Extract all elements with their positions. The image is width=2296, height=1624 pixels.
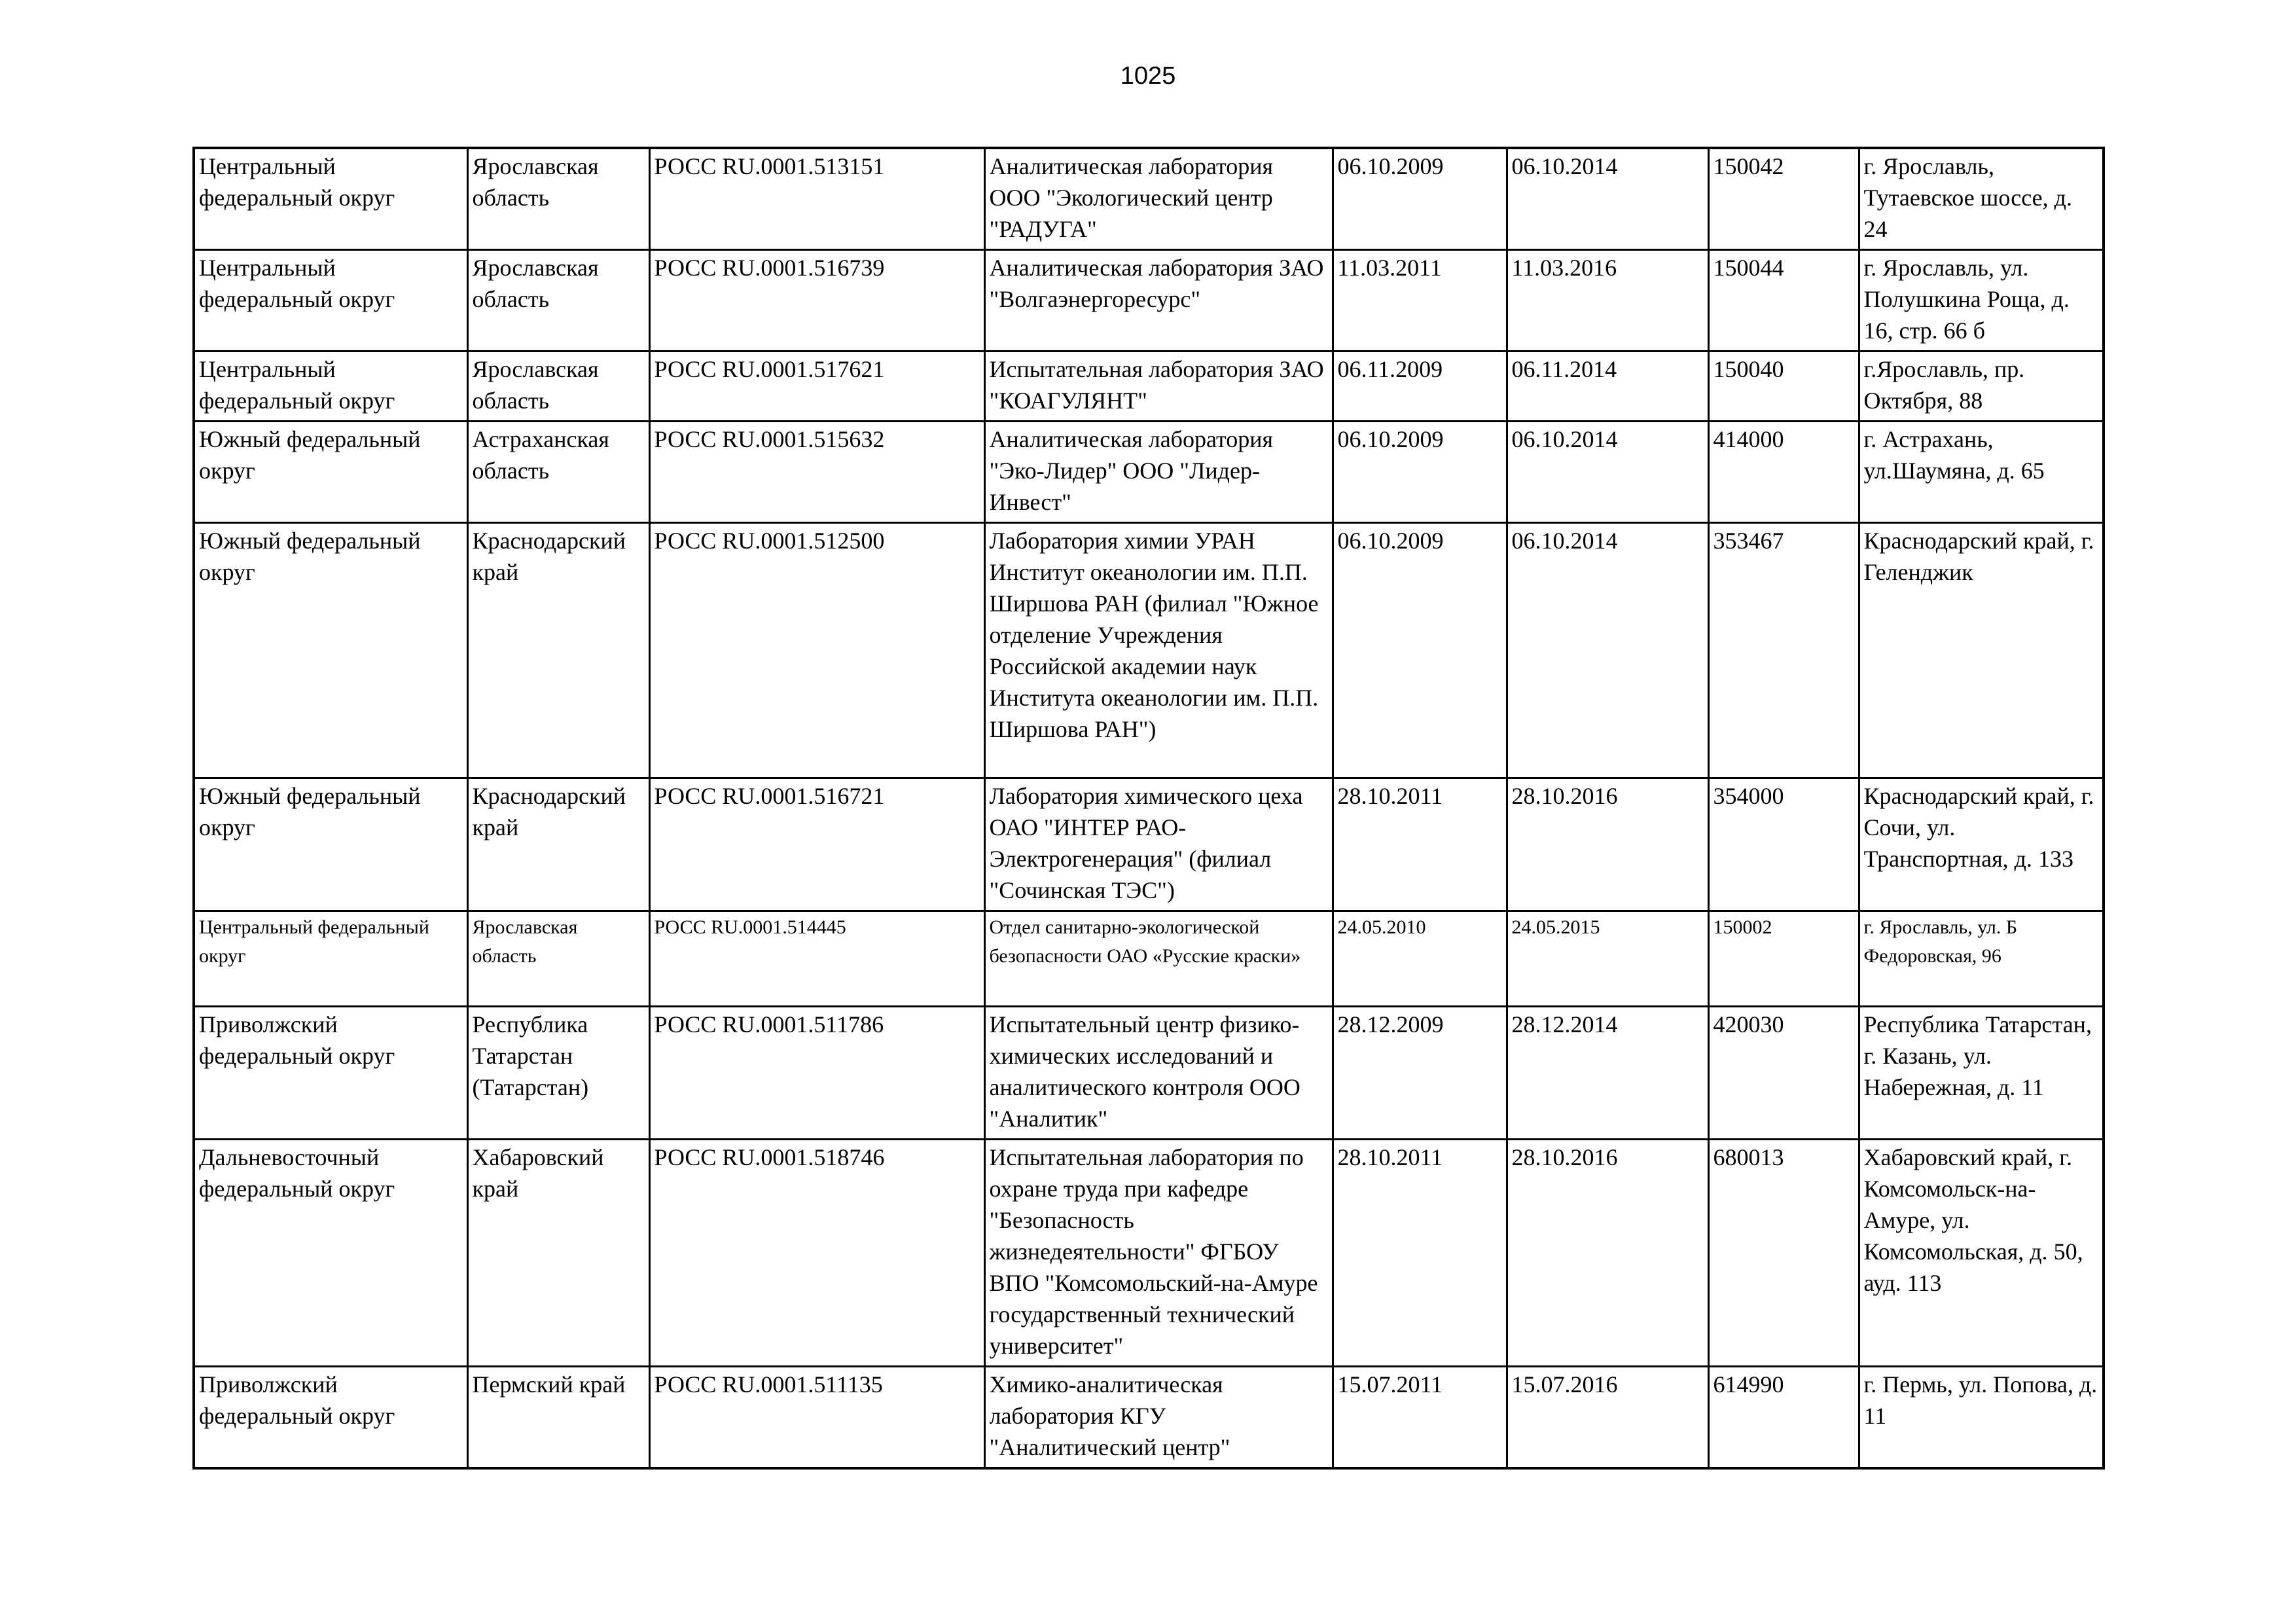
cell-lab: Химико-аналитическая лаборатория КГУ "Аналитический центр": [984, 1367, 1333, 1469]
cell-accreditation: РОСС RU.0001.512500: [649, 523, 984, 778]
cell-postcode: 150042: [1708, 148, 1859, 250]
table-row: [194, 778, 2104, 911]
table-row: [194, 422, 2104, 523]
cell-lab: Испытательная лаборатория ЗАО "КОАГУЛЯНТ": [984, 352, 1333, 422]
cell-region: Ярославская область: [467, 911, 649, 1007]
cell-date-to: 06.10.2014: [1507, 523, 1708, 778]
cell-date-from: 06.10.2009: [1333, 422, 1507, 523]
cell-district: Приволжский федеральный округ: [194, 1367, 467, 1469]
cell-region: Краснодарский край: [467, 523, 649, 778]
cell-district: Южный федеральный округ: [194, 422, 467, 523]
cell-region: Ярославская область: [467, 352, 649, 422]
cell-date-from: 06.10.2009: [1333, 523, 1507, 778]
cell-lab: Лаборатория химии УРАН Институт океанологии им. П.П. Ширшова РАН (филиал "Южное отделение Учреждения Российской академии наук Института океанологии им. П.П. Ширшова РАН"): [984, 523, 1333, 778]
cell-postcode: 420030: [1708, 1007, 1859, 1140]
cell-address: Краснодарский край, г. Геленджик: [1859, 523, 2104, 778]
cell-postcode: 414000: [1708, 422, 1859, 523]
cell-accreditation: РОСС RU.0001.514445: [649, 911, 984, 1007]
table-row: [194, 250, 2104, 352]
cell-date-from: 06.11.2009: [1333, 352, 1507, 422]
cell-date-from: 06.10.2009: [1333, 148, 1507, 250]
cell-postcode: 150044: [1708, 250, 1859, 352]
cell-district: Центральный федеральный округ: [194, 911, 467, 1007]
cell-lab: Аналитическая лаборатория "Эко-Лидер" ООО "Лидер-Инвест": [984, 422, 1333, 523]
cell-accreditation: РОСС RU.0001.513151: [649, 148, 984, 250]
cell-postcode: 150002: [1708, 911, 1859, 1007]
cell-lab: Испытательная лаборатория по охране труда при кафедре "Безопасность жизнедеятельности" ФГБОУ ВПО "Комсомольский-на-Амуре государственный технический университет": [984, 1140, 1333, 1367]
cell-address: г. Ярославль, Тутаевское шоссе, д. 24: [1859, 148, 2104, 250]
table-row: [194, 523, 2104, 778]
cell-date-from: 28.10.2011: [1333, 778, 1507, 911]
cell-address: г.Ярославль, пр. Октября, 88: [1859, 352, 2104, 422]
cell-accreditation: РОСС RU.0001.516739: [649, 250, 984, 352]
cell-accreditation: РОСС RU.0001.516721: [649, 778, 984, 911]
cell-date-to: 28.12.2014: [1507, 1007, 1708, 1140]
cell-date-to: 28.10.2016: [1507, 1140, 1708, 1367]
cell-postcode: 353467: [1708, 523, 1859, 778]
cell-postcode: 354000: [1708, 778, 1859, 911]
cell-accreditation: РОСС RU.0001.517621: [649, 352, 984, 422]
accreditation-table: [192, 147, 2105, 1470]
cell-address: Краснодарский край, г. Сочи, ул. Транспортная, д. 133: [1859, 778, 2104, 911]
cell-district: Приволжский федеральный округ: [194, 1007, 467, 1140]
table-row: [194, 1007, 2104, 1140]
cell-lab: Аналитическая лаборатория ООО "Экологический центр "РАДУГА": [984, 148, 1333, 250]
cell-lab: Лаборатория химического цеха ОАО "ИНТЕР РАО-Электрогенерация" (филиал "Сочинская ТЭС"): [984, 778, 1333, 911]
cell-lab: Аналитическая лаборатория ЗАО "Волгаэнергоресурс": [984, 250, 1333, 352]
table-row: [194, 1140, 2104, 1367]
cell-postcode: 680013: [1708, 1140, 1859, 1367]
cell-postcode: 150040: [1708, 352, 1859, 422]
cell-date-from: 11.03.2011: [1333, 250, 1507, 352]
cell-lab: Отдел санитарно-экологической безопасности ОАО «Русские краски»: [984, 911, 1333, 1007]
cell-date-to: 28.10.2016: [1507, 778, 1708, 911]
cell-accreditation: РОСС RU.0001.511786: [649, 1007, 984, 1140]
cell-date-from: 28.10.2011: [1333, 1140, 1507, 1367]
cell-accreditation: РОСС RU.0001.511135: [649, 1367, 984, 1469]
cell-address: г. Ярославль, ул. Полушкина Роща, д. 16, стр. 66 б: [1859, 250, 2104, 352]
cell-district: Дальневосточный федеральный округ: [194, 1140, 467, 1367]
cell-postcode: 614990: [1708, 1367, 1859, 1469]
cell-lab: Испытательный центр физико-химических исследований и аналитического контроля ООО "Аналитик": [984, 1007, 1333, 1140]
cell-date-to: 06.11.2014: [1507, 352, 1708, 422]
cell-address: г. Ярославль, ул. Б Федоровская, 96: [1859, 911, 2104, 1007]
table-row: [194, 352, 2104, 422]
cell-region: Пермский край: [467, 1367, 649, 1469]
cell-date-from: 15.07.2011: [1333, 1367, 1507, 1469]
cell-address: Республика Татарстан, г. Казань, ул. Набережная, д. 11: [1859, 1007, 2104, 1140]
cell-district: Центральный федеральный округ: [194, 148, 467, 250]
cell-date-to: 06.10.2014: [1507, 422, 1708, 523]
cell-date-to: 15.07.2016: [1507, 1367, 1708, 1469]
cell-district: Центральный федеральный округ: [194, 250, 467, 352]
cell-accreditation: РОСС RU.0001.515632: [649, 422, 984, 523]
cell-date-to: 11.03.2016: [1507, 250, 1708, 352]
cell-region: Ярославская область: [467, 148, 649, 250]
cell-district: Южный федеральный округ: [194, 778, 467, 911]
cell-district: Центральный федеральный округ: [194, 352, 467, 422]
cell-date-from: 28.12.2009: [1333, 1007, 1507, 1140]
table-row: [194, 1367, 2104, 1469]
cell-region: Краснодарский край: [467, 778, 649, 911]
cell-date-from: 24.05.2010: [1333, 911, 1507, 1007]
cell-region: Ярославская область: [467, 250, 649, 352]
cell-region: Республика Татарстан (Татарстан): [467, 1007, 649, 1140]
cell-district: Южный федеральный округ: [194, 523, 467, 778]
table-row: [194, 148, 2104, 250]
table-row: [194, 911, 2104, 1007]
cell-address: г. Астрахань, ул.Шаумяна, д. 65: [1859, 422, 2104, 523]
cell-date-to: 06.10.2014: [1507, 148, 1708, 250]
cell-address: г. Пермь, ул. Попова, д. 11: [1859, 1367, 2104, 1469]
cell-region: Астраханская область: [467, 422, 649, 523]
cell-date-to: 24.05.2015: [1507, 911, 1708, 1007]
page-number: 1025: [1120, 62, 1176, 90]
cell-address: Хабаровский край, г. Комсомольск-на-Амуре, ул. Комсомольская, д. 50, ауд. 113: [1859, 1140, 2104, 1367]
cell-accreditation: РОСС RU.0001.518746: [649, 1140, 984, 1367]
cell-region: Хабаровский край: [467, 1140, 649, 1367]
